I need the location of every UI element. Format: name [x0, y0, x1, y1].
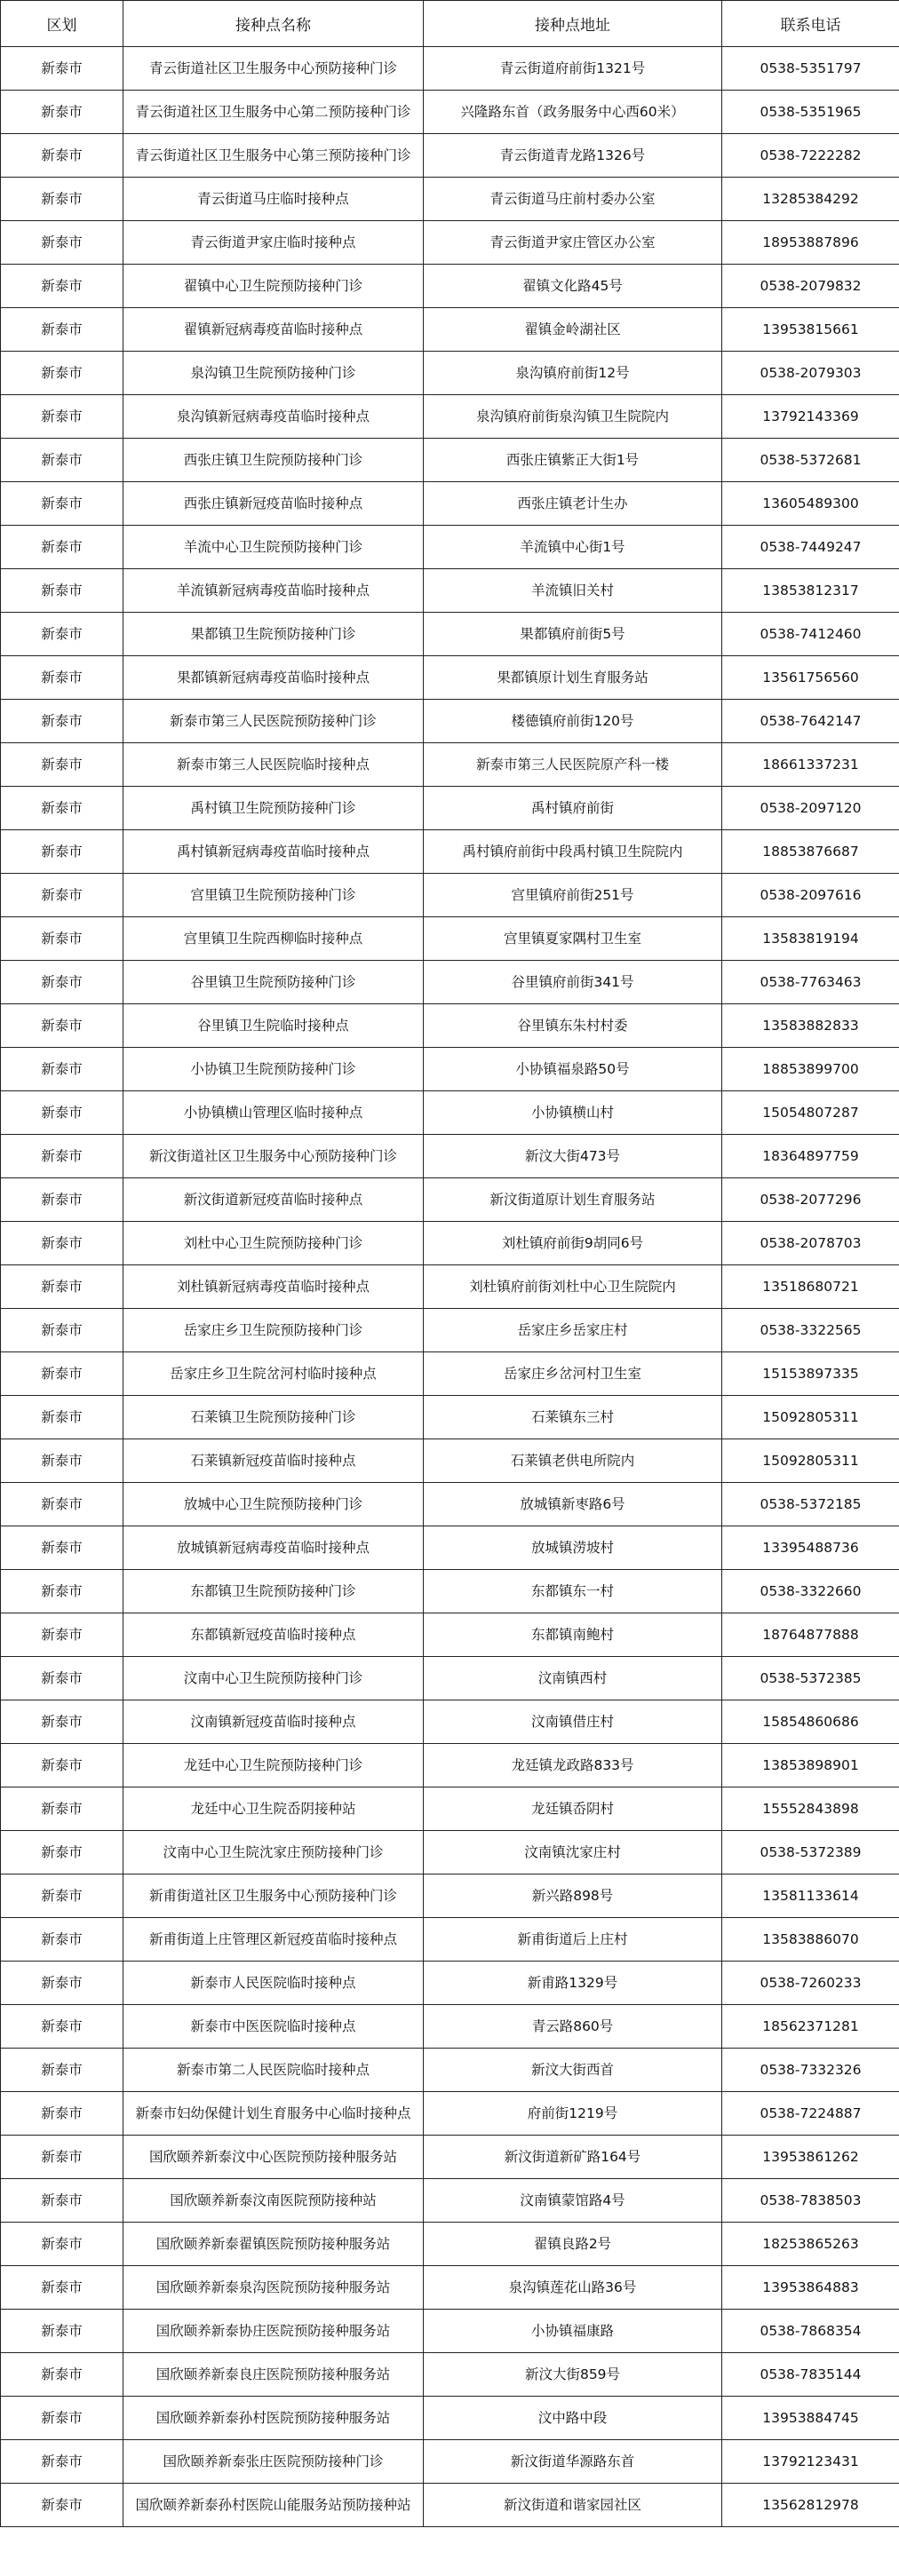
cell-phone: 0538-7838503	[722, 2179, 899, 2223]
table-row	[1, 221, 899, 265]
cell-district: 新泰市	[1, 2440, 123, 2484]
cell-site-name: 石莱镇卫生院预防接种门诊	[123, 1396, 424, 1439]
cell-site-address: 翟镇金岭湖社区	[424, 308, 722, 352]
cell-site-name: 新泰市人民医院临时接种点	[123, 1962, 424, 2005]
cell-site-name: 青云街道社区卫生服务中心预防接种门诊	[123, 47, 424, 91]
cell-site-name: 新泰市第三人民医院预防接种门诊	[123, 700, 424, 743]
cell-district: 新泰市	[1, 1613, 123, 1657]
table-row	[1, 1048, 899, 1091]
header-district: 区划	[1, 1, 123, 47]
cell-district: 新泰市	[1, 308, 123, 352]
cell-site-name: 新泰市中医医院临时接种点	[123, 2005, 424, 2049]
cell-site-name: 翟镇新冠病毒疫苗临时接种点	[123, 308, 424, 352]
cell-site-address: 石莱镇东三村	[424, 1396, 722, 1439]
cell-phone: 0538-5372389	[722, 1831, 899, 1875]
cell-district: 新泰市	[1, 1396, 123, 1439]
table-row	[1, 2005, 899, 2049]
cell-phone: 13581133614	[722, 1875, 899, 1918]
cell-district: 新泰市	[1, 47, 123, 91]
cell-district: 新泰市	[1, 1831, 123, 1875]
cell-site-address: 汶南镇沈家庄村	[424, 1831, 722, 1875]
cell-district: 新泰市	[1, 787, 123, 830]
cell-phone: 15054807287	[722, 1091, 899, 1135]
cell-site-address: 岳家庄乡岔河村卫生室	[424, 1352, 722, 1396]
cell-district: 新泰市	[1, 2092, 123, 2136]
cell-site-name: 羊流中心卫生院预防接种门诊	[123, 526, 424, 569]
cell-site-name: 禹村镇新冠病毒疫苗临时接种点	[123, 830, 424, 874]
cell-site-address: 西张庄镇紫正大街1号	[424, 439, 722, 482]
table-row	[1, 2440, 899, 2484]
cell-phone: 13792123431	[722, 2440, 899, 2484]
cell-phone: 18364897759	[722, 1135, 899, 1178]
cell-district: 新泰市	[1, 2223, 123, 2266]
header-phone: 联系电话	[722, 1, 899, 47]
cell-site-address: 新汶街道原计划生育服务站	[424, 1178, 722, 1222]
cell-district: 新泰市	[1, 265, 123, 308]
cell-site-name: 小协镇卫生院预防接种门诊	[123, 1048, 424, 1091]
cell-district: 新泰市	[1, 1526, 123, 1570]
cell-site-address: 汶南镇蒙馆路4号	[424, 2179, 722, 2223]
cell-site-address: 小协镇福康路	[424, 2310, 722, 2353]
cell-district: 新泰市	[1, 1875, 123, 1918]
cell-site-name: 果都镇新冠病毒疫苗临时接种点	[123, 656, 424, 700]
cell-phone: 0538-7224887	[722, 2092, 899, 2136]
cell-district: 新泰市	[1, 743, 123, 787]
cell-district: 新泰市	[1, 2266, 123, 2310]
table-row	[1, 1222, 899, 1265]
table-row	[1, 395, 899, 439]
table-row	[1, 2310, 899, 2353]
cell-site-name: 国欣颐养新泰协庄医院预防接种服务站	[123, 2310, 424, 2353]
cell-site-address: 禹村镇府前街中段禹村镇卫生院院内	[424, 830, 722, 874]
cell-site-name: 汶南镇新冠疫苗临时接种点	[123, 1700, 424, 1744]
cell-district: 新泰市	[1, 1352, 123, 1396]
cell-site-address: 石莱镇老供电所院内	[424, 1439, 722, 1483]
cell-phone: 13605489300	[722, 482, 899, 526]
cell-phone: 15092805311	[722, 1396, 899, 1439]
cell-phone: 18661337231	[722, 743, 899, 787]
cell-site-address: 新汶街道新矿路164号	[424, 2136, 722, 2179]
cell-district: 新泰市	[1, 1265, 123, 1309]
cell-site-address: 羊流镇旧关村	[424, 569, 722, 613]
cell-district: 新泰市	[1, 178, 123, 221]
cell-site-address: 东都镇南鲍村	[424, 1613, 722, 1657]
cell-district: 新泰市	[1, 613, 123, 656]
cell-site-name: 汶南中心卫生院沈家庄预防接种门诊	[123, 1831, 424, 1875]
cell-site-name: 汶南中心卫生院预防接种门诊	[123, 1657, 424, 1700]
cell-phone: 18253865263	[722, 2223, 899, 2266]
cell-phone: 13518680721	[722, 1265, 899, 1309]
cell-site-name: 国欣颐养新泰翟镇医院预防接种服务站	[123, 2223, 424, 2266]
cell-site-address: 新汶街道和谐家园社区	[424, 2484, 722, 2527]
cell-phone: 13583882833	[722, 1004, 899, 1048]
cell-site-address: 宫里镇府前街251号	[424, 874, 722, 917]
cell-site-name: 青云街道马庄临时接种点	[123, 178, 424, 221]
cell-site-address: 青云街道府前街1321号	[424, 47, 722, 91]
table-header	[1, 1, 899, 47]
cell-phone: 15854860686	[722, 1700, 899, 1744]
cell-site-address: 新汶街道华源路东首	[424, 2440, 722, 2484]
cell-phone: 0538-7763463	[722, 961, 899, 1004]
table-row	[1, 134, 899, 178]
cell-site-address: 西张庄镇老计生办	[424, 482, 722, 526]
cell-district: 新泰市	[1, 1135, 123, 1178]
table-row	[1, 743, 899, 787]
table-row	[1, 961, 899, 1004]
cell-site-name: 国欣颐养新泰孙村医院山能服务站预防接种站	[123, 2484, 424, 2527]
table-row	[1, 830, 899, 874]
cell-site-name: 东都镇卫生院预防接种门诊	[123, 1570, 424, 1613]
cell-district: 新泰市	[1, 1004, 123, 1048]
cell-phone: 0538-7222282	[722, 134, 899, 178]
cell-district: 新泰市	[1, 221, 123, 265]
table-row	[1, 2397, 899, 2440]
cell-phone: 13285384292	[722, 178, 899, 221]
cell-phone: 0538-5351797	[722, 47, 899, 91]
cell-phone: 0538-3322660	[722, 1570, 899, 1613]
cell-district: 新泰市	[1, 2484, 123, 2527]
cell-phone: 0538-2079303	[722, 352, 899, 395]
cell-site-address: 龙廷镇岙阴村	[424, 1787, 722, 1831]
cell-site-name: 谷里镇卫生院预防接种门诊	[123, 961, 424, 1004]
cell-site-address: 新甫街道后上庄村	[424, 1918, 722, 1962]
cell-site-address: 小协镇横山村	[424, 1091, 722, 1135]
table-row	[1, 700, 899, 743]
cell-phone: 0538-7835144	[722, 2353, 899, 2397]
table-row	[1, 787, 899, 830]
table-row	[1, 1570, 899, 1613]
cell-phone: 13583819194	[722, 917, 899, 961]
cell-phone: 15092805311	[722, 1439, 899, 1483]
cell-phone: 13953861262	[722, 2136, 899, 2179]
cell-site-name: 石莱镇新冠疫苗临时接种点	[123, 1439, 424, 1483]
cell-site-address: 果都镇原计划生育服务站	[424, 656, 722, 700]
cell-site-name: 龙廷中心卫生院预防接种门诊	[123, 1744, 424, 1787]
cell-site-address: 新甫路1329号	[424, 1962, 722, 2005]
cell-site-name: 岳家庄乡卫生院岔河村临时接种点	[123, 1352, 424, 1396]
cell-site-name: 泉沟镇卫生院预防接种门诊	[123, 352, 424, 395]
cell-site-name: 西张庄镇新冠疫苗临时接种点	[123, 482, 424, 526]
table-row	[1, 2223, 899, 2266]
cell-site-name: 翟镇中心卫生院预防接种门诊	[123, 265, 424, 308]
cell-site-address: 新汶大街859号	[424, 2353, 722, 2397]
cell-site-name: 国欣颐养新泰汶南医院预防接种站	[123, 2179, 424, 2223]
cell-district: 新泰市	[1, 2005, 123, 2049]
cell-phone: 18853899700	[722, 1048, 899, 1091]
cell-site-name: 国欣颐养新泰泉沟医院预防接种服务站	[123, 2266, 424, 2310]
cell-site-address: 小协镇福泉路50号	[424, 1048, 722, 1091]
cell-district: 新泰市	[1, 656, 123, 700]
cell-site-name: 果都镇卫生院预防接种门诊	[123, 613, 424, 656]
cell-site-name: 禹村镇卫生院预防接种门诊	[123, 787, 424, 830]
table-row	[1, 1613, 899, 1657]
cell-site-address: 禹村镇府前街	[424, 787, 722, 830]
table-row	[1, 1483, 899, 1526]
table-row	[1, 1875, 899, 1918]
cell-district: 新泰市	[1, 439, 123, 482]
cell-site-name: 宫里镇卫生院西柳临时接种点	[123, 917, 424, 961]
cell-phone: 0538-5351965	[722, 91, 899, 134]
table-row	[1, 308, 899, 352]
cell-site-name: 放城中心卫生院预防接种门诊	[123, 1483, 424, 1526]
table-row	[1, 2484, 899, 2527]
cell-phone: 0538-2079832	[722, 265, 899, 308]
table-row	[1, 91, 899, 134]
table-row	[1, 1439, 899, 1483]
cell-site-address: 府前街1219号	[424, 2092, 722, 2136]
table-row	[1, 1744, 899, 1787]
cell-site-address: 泉沟镇莲花山路36号	[424, 2266, 722, 2310]
cell-phone: 0538-5372681	[722, 439, 899, 482]
cell-site-address: 汶南镇借庄村	[424, 1700, 722, 1744]
table-row	[1, 1700, 899, 1744]
table-row	[1, 1091, 899, 1135]
cell-site-address: 刘杜镇府前街刘杜中心卫生院院内	[424, 1265, 722, 1309]
cell-phone: 0538-7868354	[722, 2310, 899, 2353]
cell-site-name: 国欣颐养新泰汶中心医院预防接种服务站	[123, 2136, 424, 2179]
table-row	[1, 1178, 899, 1222]
cell-district: 新泰市	[1, 1744, 123, 1787]
cell-phone: 18562371281	[722, 2005, 899, 2049]
cell-site-name: 东都镇新冠疫苗临时接种点	[123, 1613, 424, 1657]
cell-site-address: 新汶大街西首	[424, 2049, 722, 2092]
table-row	[1, 613, 899, 656]
table-row	[1, 1526, 899, 1570]
cell-district: 新泰市	[1, 1700, 123, 1744]
cell-phone: 0538-7412460	[722, 613, 899, 656]
cell-district: 新泰市	[1, 2179, 123, 2223]
table-row	[1, 482, 899, 526]
cell-district: 新泰市	[1, 830, 123, 874]
cell-district: 新泰市	[1, 1787, 123, 1831]
cell-district: 新泰市	[1, 1657, 123, 1700]
cell-site-name: 放城镇新冠病毒疫苗临时接种点	[123, 1526, 424, 1570]
cell-site-name: 国欣颐养新泰孙村医院预防接种服务站	[123, 2397, 424, 2440]
cell-phone: 0538-7260233	[722, 1962, 899, 2005]
cell-site-address: 翟镇文化路45号	[424, 265, 722, 308]
cell-district: 新泰市	[1, 91, 123, 134]
table-row	[1, 2353, 899, 2397]
cell-site-name: 新汶街道社区卫生服务中心预防接种门诊	[123, 1135, 424, 1178]
cell-district: 新泰市	[1, 1962, 123, 2005]
cell-site-name: 新泰市第三人民医院临时接种点	[123, 743, 424, 787]
table-row	[1, 2266, 899, 2310]
table-body	[1, 47, 899, 2527]
cell-site-name: 羊流镇新冠病毒疫苗临时接种点	[123, 569, 424, 613]
table-row	[1, 526, 899, 569]
cell-district: 新泰市	[1, 1309, 123, 1352]
table-row	[1, 874, 899, 917]
cell-district: 新泰市	[1, 482, 123, 526]
cell-district: 新泰市	[1, 2310, 123, 2353]
cell-site-address: 青云街道青龙路1326号	[424, 134, 722, 178]
cell-site-address: 放城镇涝坡村	[424, 1526, 722, 1570]
cell-site-name: 新甫街道上庄管理区新冠疫苗临时接种点	[123, 1918, 424, 1962]
cell-site-name: 宫里镇卫生院预防接种门诊	[123, 874, 424, 917]
cell-phone: 13561756560	[722, 656, 899, 700]
cell-district: 新泰市	[1, 2049, 123, 2092]
cell-site-name: 青云街道社区卫生服务中心第二预防接种门诊	[123, 91, 424, 134]
cell-site-name: 岳家庄乡卫生院预防接种门诊	[123, 1309, 424, 1352]
table-row	[1, 1962, 899, 2005]
cell-phone: 13953864883	[722, 2266, 899, 2310]
table-row	[1, 1352, 899, 1396]
cell-site-name: 泉沟镇新冠病毒疫苗临时接种点	[123, 395, 424, 439]
cell-site-address: 东都镇东一村	[424, 1570, 722, 1613]
cell-site-name: 青云街道尹家庄临时接种点	[123, 221, 424, 265]
cell-phone: 13395488736	[722, 1526, 899, 1570]
table-row	[1, 1918, 899, 1962]
cell-district: 新泰市	[1, 526, 123, 569]
cell-site-name: 刘杜中心卫生院预防接种门诊	[123, 1222, 424, 1265]
table-row	[1, 656, 899, 700]
table-row	[1, 2049, 899, 2092]
cell-district: 新泰市	[1, 569, 123, 613]
cell-phone: 0538-7642147	[722, 700, 899, 743]
table-row	[1, 1831, 899, 1875]
table-row	[1, 1396, 899, 1439]
table-row	[1, 265, 899, 308]
cell-site-address: 新泰市第三人民医院原产科一楼	[424, 743, 722, 787]
cell-site-address: 放城镇新枣路6号	[424, 1483, 722, 1526]
table-row	[1, 439, 899, 482]
table-row	[1, 1657, 899, 1700]
cell-district: 新泰市	[1, 1048, 123, 1091]
cell-district: 新泰市	[1, 134, 123, 178]
cell-phone: 0538-2077296	[722, 1178, 899, 1222]
table-row	[1, 2092, 899, 2136]
cell-district: 新泰市	[1, 1570, 123, 1613]
cell-site-address: 刘杜镇府前街9胡同6号	[424, 1222, 722, 1265]
cell-site-address: 青云路860号	[424, 2005, 722, 2049]
table-row	[1, 352, 899, 395]
cell-site-address: 泉沟镇府前街12号	[424, 352, 722, 395]
cell-site-address: 汶南镇西村	[424, 1657, 722, 1700]
table-row	[1, 1787, 899, 1831]
table-row	[1, 1265, 899, 1309]
cell-site-address: 果都镇府前街5号	[424, 613, 722, 656]
cell-district: 新泰市	[1, 700, 123, 743]
cell-district: 新泰市	[1, 1178, 123, 1222]
cell-phone: 18853876687	[722, 830, 899, 874]
cell-phone: 18764877888	[722, 1613, 899, 1657]
cell-phone: 13953815661	[722, 308, 899, 352]
cell-site-address: 宫里镇夏家隅村卫生室	[424, 917, 722, 961]
cell-site-address: 谷里镇东朱村村委	[424, 1004, 722, 1048]
cell-site-address: 谷里镇府前街341号	[424, 961, 722, 1004]
table-row	[1, 178, 899, 221]
header-site-name: 接种点名称	[123, 1, 424, 47]
cell-district: 新泰市	[1, 874, 123, 917]
header-row	[1, 1, 899, 47]
cell-phone: 0538-7332326	[722, 2049, 899, 2092]
cell-site-name: 谷里镇卫生院临时接种点	[123, 1004, 424, 1048]
cell-district: 新泰市	[1, 2136, 123, 2179]
cell-phone: 0538-5372185	[722, 1483, 899, 1526]
cell-phone: 13953884745	[722, 2397, 899, 2440]
cell-phone: 15552843898	[722, 1787, 899, 1831]
cell-site-name: 小协镇横山管理区临时接种点	[123, 1091, 424, 1135]
cell-phone: 0538-2097120	[722, 787, 899, 830]
cell-district: 新泰市	[1, 961, 123, 1004]
cell-site-name: 新汶街道新冠疫苗临时接种点	[123, 1178, 424, 1222]
cell-phone: 0538-7449247	[722, 526, 899, 569]
cell-site-name: 国欣颐养新泰张庄医院预防接种门诊	[123, 2440, 424, 2484]
table-row	[1, 1135, 899, 1178]
cell-site-name: 新泰市第二人民医院临时接种点	[123, 2049, 424, 2092]
cell-site-address: 龙廷镇龙政路833号	[424, 1744, 722, 1787]
cell-district: 新泰市	[1, 917, 123, 961]
cell-district: 新泰市	[1, 352, 123, 395]
table-row	[1, 569, 899, 613]
cell-site-address: 羊流镇中心街1号	[424, 526, 722, 569]
header-site-address: 接种点地址	[424, 1, 722, 47]
cell-phone: 13583886070	[722, 1918, 899, 1962]
cell-district: 新泰市	[1, 2353, 123, 2397]
table-row	[1, 917, 899, 961]
cell-phone: 0538-5372385	[722, 1657, 899, 1700]
table-row	[1, 2136, 899, 2179]
cell-phone: 13792143369	[722, 395, 899, 439]
cell-district: 新泰市	[1, 1918, 123, 1962]
cell-site-name: 国欣颐养新泰良庄医院预防接种服务站	[123, 2353, 424, 2397]
cell-site-address: 新汶大街473号	[424, 1135, 722, 1178]
cell-site-address: 新兴路898号	[424, 1875, 722, 1918]
cell-site-address: 青云街道尹家庄管区办公室	[424, 221, 722, 265]
cell-district: 新泰市	[1, 1222, 123, 1265]
cell-district: 新泰市	[1, 1091, 123, 1135]
cell-district: 新泰市	[1, 2397, 123, 2440]
cell-phone: 15153897335	[722, 1352, 899, 1396]
table-row	[1, 1004, 899, 1048]
table-row	[1, 47, 899, 91]
cell-phone: 13562812978	[722, 2484, 899, 2527]
cell-phone: 0538-3322565	[722, 1309, 899, 1352]
cell-phone: 13853898901	[722, 1744, 899, 1787]
cell-phone: 0538-2097616	[722, 874, 899, 917]
cell-site-name: 新泰市妇幼保健计划生育服务中心临时接种点	[123, 2092, 424, 2136]
cell-site-address: 翟镇良路2号	[424, 2223, 722, 2266]
cell-site-name: 西张庄镇卫生院预防接种门诊	[123, 439, 424, 482]
cell-site-name: 龙廷中心卫生院岙阴接种站	[123, 1787, 424, 1831]
cell-site-address: 兴隆路东首（政务服务中心西60米）	[424, 91, 722, 134]
cell-site-name: 青云街道社区卫生服务中心第三预防接种门诊	[123, 134, 424, 178]
table-row	[1, 1309, 899, 1352]
cell-site-name: 刘杜镇新冠病毒疫苗临时接种点	[123, 1265, 424, 1309]
table-row	[1, 2179, 899, 2223]
cell-district: 新泰市	[1, 395, 123, 439]
cell-site-address: 青云街道马庄前村委办公室	[424, 178, 722, 221]
cell-site-address: 岳家庄乡岳家庄村	[424, 1309, 722, 1352]
cell-site-address: 泉沟镇府前街泉沟镇卫生院院内	[424, 395, 722, 439]
cell-phone: 13853812317	[722, 569, 899, 613]
cell-district: 新泰市	[1, 1439, 123, 1483]
cell-site-address: 汶中路中段	[424, 2397, 722, 2440]
cell-phone: 0538-2078703	[722, 1222, 899, 1265]
cell-site-address: 楼德镇府前街120号	[424, 700, 722, 743]
cell-district: 新泰市	[1, 1483, 123, 1526]
cell-site-name: 新甫街道社区卫生服务中心预防接种门诊	[123, 1875, 424, 1918]
cell-phone: 18953887896	[722, 221, 899, 265]
